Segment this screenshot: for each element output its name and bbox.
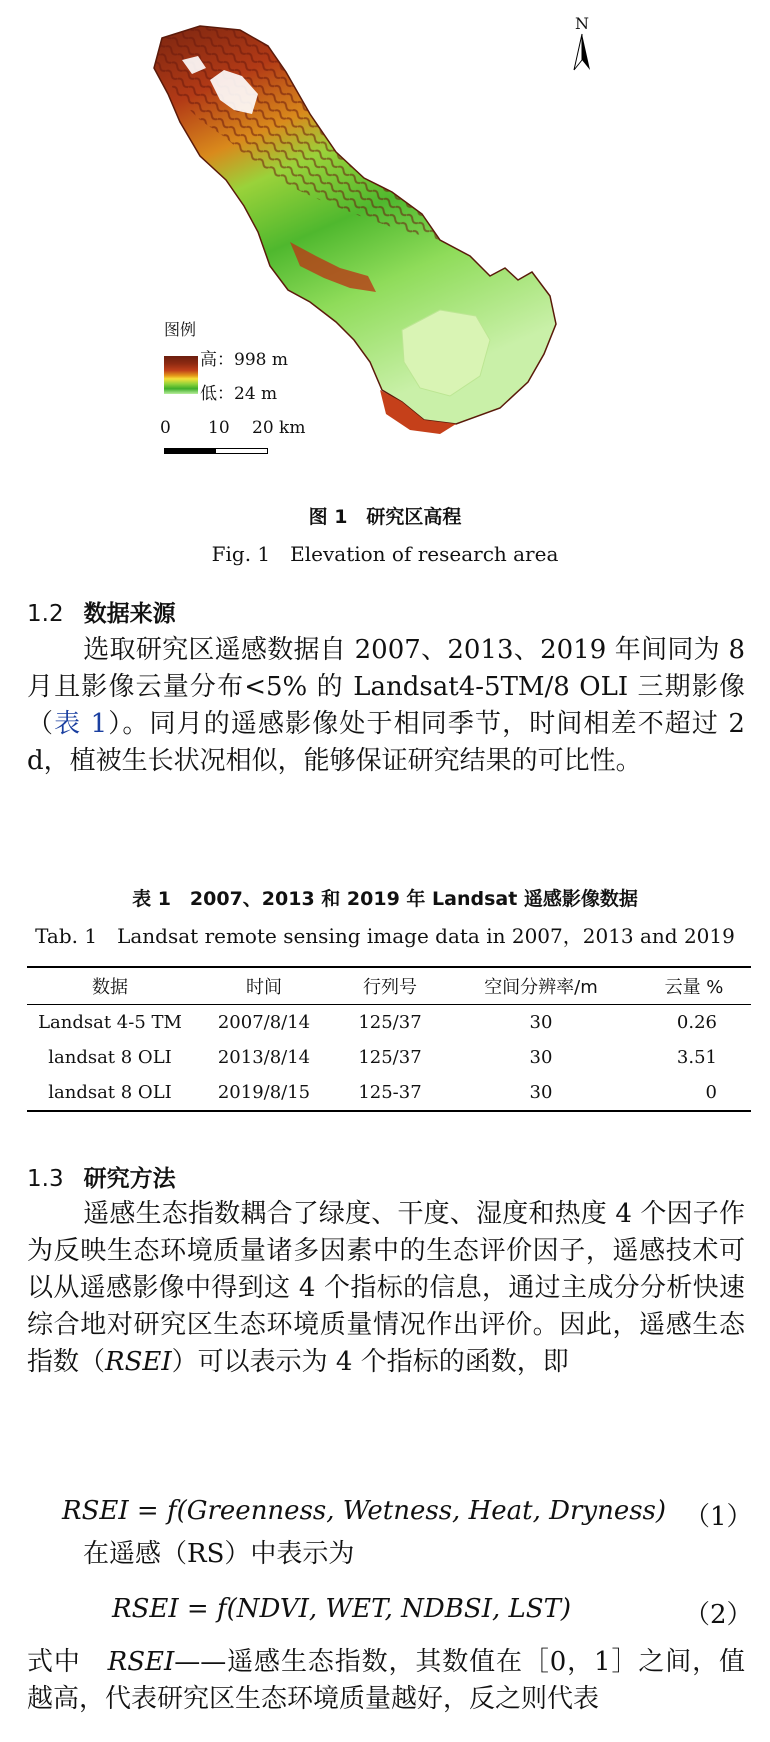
table-header: 时间: [193, 967, 335, 1005]
legend-title: 图例: [164, 320, 197, 339]
section-title: 研究方法: [83, 1166, 176, 1192]
paragraph-rs-intro: [27, 1536, 745, 1573]
table-cell: 30: [445, 1075, 637, 1111]
table-cell: 2019/8/15: [193, 1075, 335, 1111]
table-row: [27, 1005, 751, 1041]
table-header: 空间分辨率/m: [445, 967, 637, 1005]
table-row: [27, 1040, 751, 1075]
scale-bar-graphic: [164, 448, 268, 454]
scale-tick-20km: 20 km: [252, 418, 306, 438]
table-cell: 2007/8/14: [217, 1012, 311, 1033]
table-cell: 30: [529, 1047, 553, 1068]
legend-low-label: 低：24 m: [200, 384, 278, 404]
table-cell: 30: [529, 1012, 553, 1033]
table-header: 行列号: [335, 967, 445, 1005]
paragraph-text: 选取研究区遥感数据自 2007、2013、2019 年间同为 8 月且影像云量分布<5% 的 Landsat4-5TM/8 OLI 三期影像（: [27, 635, 745, 739]
landsat-data-table: [27, 966, 751, 1112]
paragraph-text: 遥感生态指数耦合了绿度、干度、湿度和热度 4 个因子作为反映生态环境质量诸多因素中的生态评价因子，遥感技术可以从遥感影像中得到这 4 个指标的信息，通过主成分分析快速综合地对研究区生态环境质量情况作出评价。因此，遥感生态指数（: [27, 1199, 745, 1377]
table-cell: 125/37: [358, 1047, 422, 1068]
legend-color-ramp: [164, 356, 198, 394]
section-heading-1-3: [27, 1160, 176, 1193]
table-header: 数据: [27, 967, 193, 1005]
north-arrow-icon: [570, 32, 594, 72]
paragraph-text: 式中: [27, 1647, 108, 1677]
section-number: 1.3: [27, 1166, 64, 1192]
elevation-map-figure: [140, 10, 620, 470]
table-caption-cn: 表 1 2007、2013 和 2019 年 Landsat 遥感影像数据: [132, 888, 638, 910]
paragraph-text: ）。同月的遥感影像处于相同季节，时间相差不超过 2 d，植被生长状况相似，能够保证研究结果的可比性。: [27, 709, 745, 776]
table-cell: landsat 8 OLI: [48, 1047, 172, 1068]
equation-2-number: （2）: [684, 1600, 753, 1630]
figure-caption-cn: 图 1 研究区高程: [308, 506, 462, 528]
table-cell: Landsat 4-5 TM: [38, 1012, 182, 1033]
scale-tick-10: 10: [208, 418, 230, 438]
equation-1-number: （1）: [684, 1502, 753, 1532]
table-cell: 0: [637, 1075, 751, 1111]
table-cell: landsat 8 OLI: [27, 1075, 193, 1111]
section-number: 1.2: [27, 601, 64, 627]
table-caption-en: Tab. 1 Landsat remote sensing image data in 2007，2013 and 2019: [35, 924, 735, 948]
table-cell: 3.51: [676, 1047, 717, 1068]
paragraph-text: ）可以表示为 4 个指标的函数，即: [171, 1347, 569, 1377]
rsei-term: RSEI: [107, 1647, 175, 1677]
paragraph-rsei-definition: [27, 1644, 745, 1718]
north-label: N: [575, 14, 589, 33]
legend-high-label: 高：998 m: [200, 350, 288, 370]
paragraph-text: ——遥感生态指数，其数值在［0，1］之间，值越高，代表研究区生态环境质量越好，反之则代表: [27, 1647, 745, 1714]
table-cell: 0.26: [676, 1012, 717, 1033]
table-cell: 2013/8/14: [217, 1047, 311, 1068]
section-heading-1-2: [27, 595, 176, 628]
table-1-link[interactable]: 表 1: [54, 709, 108, 739]
table-header: 云量 %: [637, 967, 751, 1005]
north-arrow: [562, 16, 602, 76]
paragraph-text: 在遥感（RS）中表示为: [83, 1539, 355, 1569]
equation-2: RSEI = f(NDVI, WET, NDBSI, LST): [112, 1594, 572, 1624]
table-row: [27, 1075, 751, 1111]
paragraph-method: [27, 1196, 745, 1381]
scale-tick-0: 0: [160, 418, 171, 438]
paragraph-data-source: [27, 632, 745, 780]
equation-1: RSEI = f(Greenness, Wetness, Heat, Dryness): [62, 1496, 667, 1526]
rsei-term: RSEI: [105, 1347, 172, 1377]
figure-caption-en: Fig. 1 Elevation of research area: [211, 542, 559, 566]
table-cell: 125-37: [335, 1075, 445, 1111]
table-cell: 125/37: [358, 1012, 422, 1033]
table-header-row: [27, 967, 751, 1005]
section-title: 数据来源: [83, 601, 176, 627]
